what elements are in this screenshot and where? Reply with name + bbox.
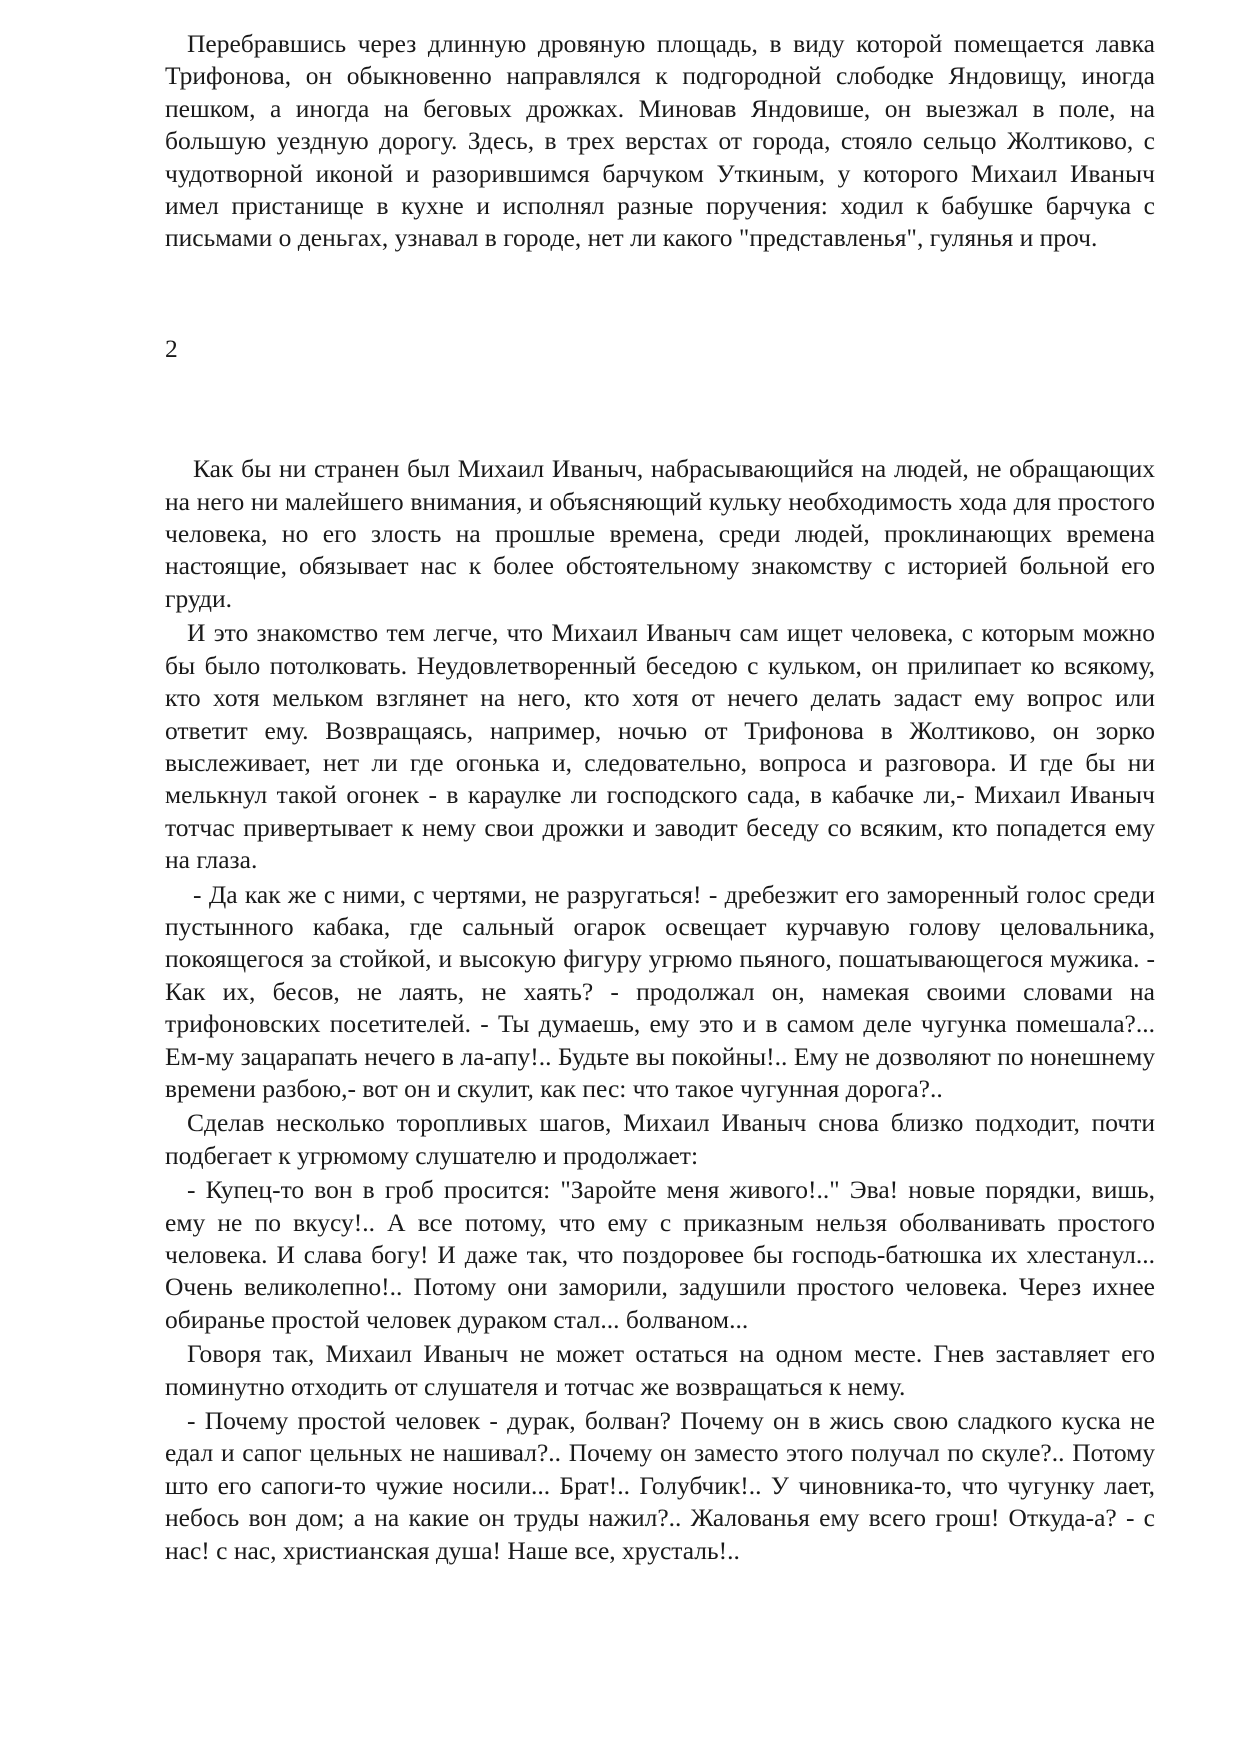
paragraph: Как бы ни странен был Михаил Иваныч, набрасывающийся на людей, не обращающих на него ни малейшего внимания, и объясняющий кульку необходимость хода для простого человека, но его злость на прошлые времена, среди людей, проклинающих времена настоящие, обязывает нас к более обстоятельному знакомству с историей больной его груди.	[165, 454, 1155, 613]
intro-paragraph: Перебравшись через длинную дровяную площадь, в виду которой помещается лавка Трифонова, он обыкновенно направлялся к подгородной слободке Яндовищу, иногда пешком, а иногда на беговых дрожках. Миновав Яндовише, он выезжал в поле, на большую уездную дорогу. Здесь, в трех верстах от города, стояло сельцо Жолтиково, с чудотворной иконой и разорившимся барчуком Уткиным, у которого Михаил Иваныч имел пристанище в кухне и исполнял разные поручения: ходил к бабушке барчука с письмами о деньгах, узнавал в городе, нет ли какого "представленья", гулянья и проч.	[165, 29, 1155, 253]
paragraph: Сделав несколько торопливых шагов, Михаил Иваныч снова близко подходит, почти подбегает к угрюмому слушателю и продолжает:	[165, 1108, 1155, 1170]
section-number: 2	[165, 333, 178, 363]
paragraph: - Купец-то вон в гроб просится: "Заройте меня живого!.." Эва! новые порядки, вишь, ему не по вкусу!.. А все потому, что ему с приказным нельзя оболванивать простого человека. И слава богу! И даже так, что поздоровее бы господь-батюшка их хлестанул... Очень великолепно!.. Потому они заморили, задушили простого человека. Через ихнее обиранье простой человек дураком стал... болваном...	[165, 1175, 1155, 1334]
section-spacer	[165, 365, 1155, 453]
document-page	[165, 28, 1155, 1567]
paragraph: - Да как же с ними, с чертями, не разругаться! - дребезжит его заморенный голос среди пустынного кабака, где сальный огарок освещает курчавую голову целовальника, покоящегося за стойкой, и высокую фигуру угрюмо пьяного, пошатывающегося мужика. - Как их, бесов, не лаять, не хаять? - продолжал он, намекая своими словами на трифоновских посетителей. - Ты думаешь, ему это и в самом деле чугунка помешала?... Ем-му зацарапать нечего в ла-апу!.. Будьте вы покойны!.. Ему не дозволяют по нонешнему времени разбою,- вот он и скулит, как пес: что такое чугунная дорога?..	[165, 879, 1155, 1103]
paragraph: И это знакомство тем легче, что Михаил Иваныч сам ищет человека, с которым можно бы было потолковать. Неудовлетворенный беседою с кульком, он прилипает ко всякому, кто хотя мельком взглянет на него, кто хотя от нечего делать задаст ему вопрос или ответит ему. Возвращаясь, например, ночью от Трифонова в Жолтиково, он зорко выслеживает, нет ли где огонька и, следовательно, вопроса и разговора. И где бы ни мелькнул такой огонек - в караулке ли господского сада, в кабачке ли,- Михаил Иваныч тотчас привертывает к нему свои дрожки и заводит беседу со всяким, кто попадется ему на глаза.	[165, 618, 1155, 875]
paragraph: Говоря так, Михаил Иваныч не может остаться на одном месте. Гнев заставляет его поминутно отходить от слушателя и тотчас же возвращаться к нему.	[165, 1339, 1155, 1401]
paragraph: - Почему простой человек - дурак, болван? Почему он в жись свою сладкого куска не едал и сапог цельных не нашивал?.. Почему он заместо этого получал по скуле?.. Потому што его сапоги-то чужие носили... Брат!.. Голубчик!.. У чиновника-то, что чугунку лает, небось вон дом; а на какие он труды нажил?.. Жалованья ему всего грош! Откуда-а? - с нас! с нас, христианская душа! Наше все, хрусталь!..	[165, 1406, 1155, 1565]
